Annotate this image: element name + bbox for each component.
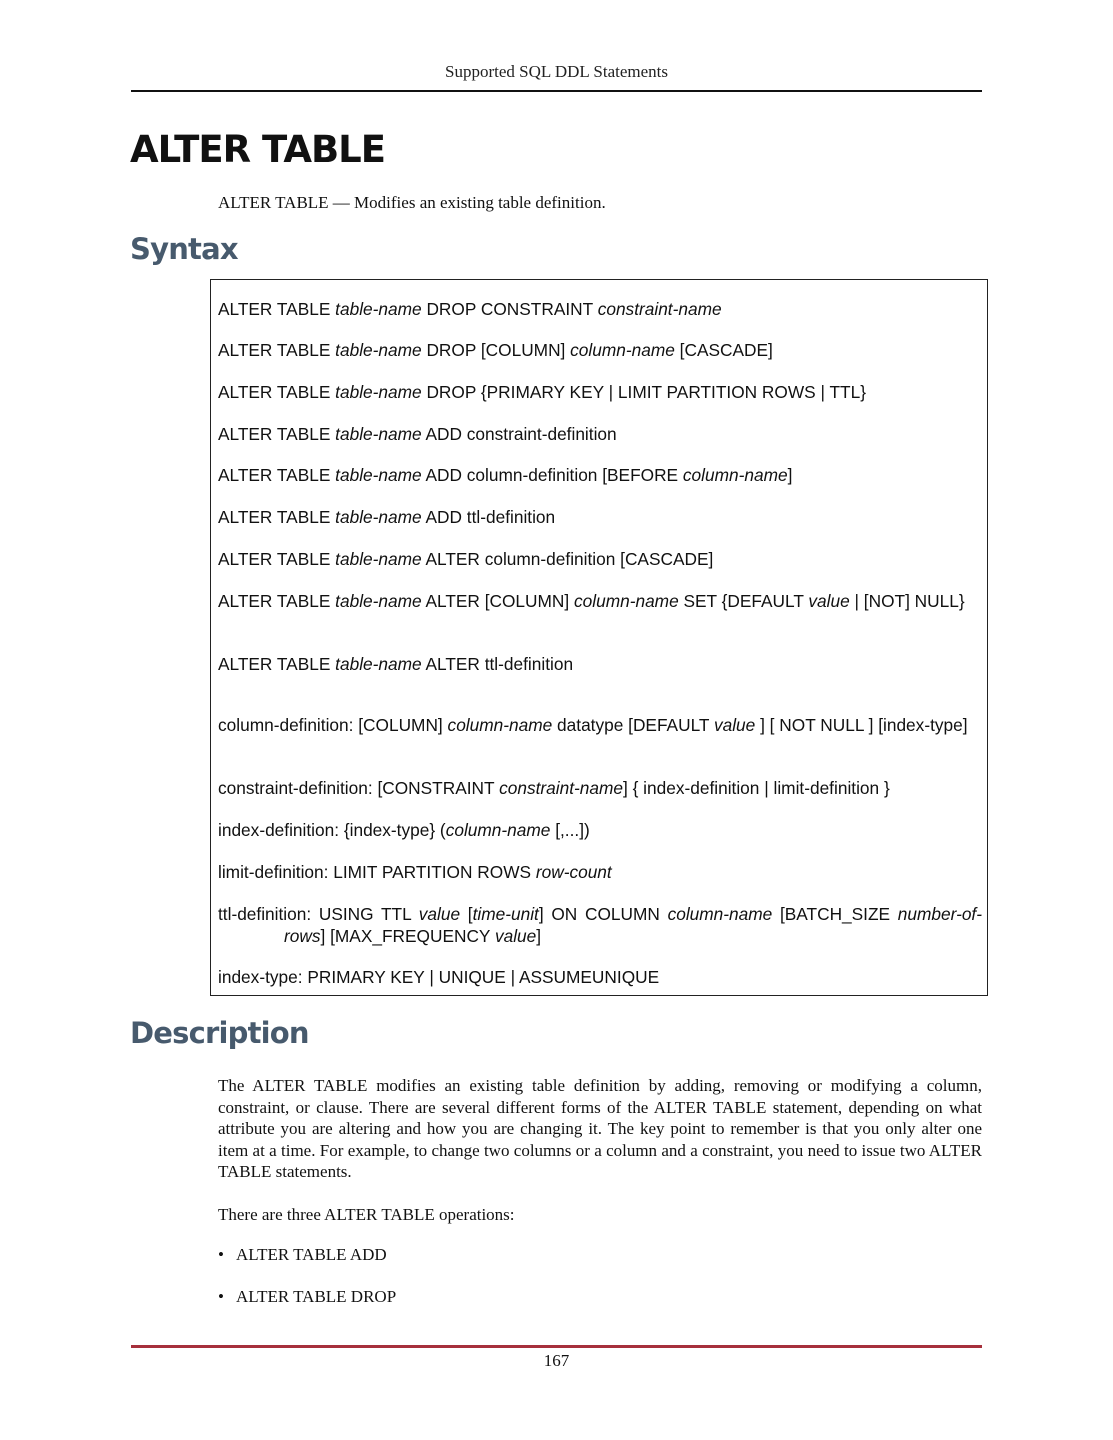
syntax-placeholder: table-name	[335, 299, 422, 319]
syntax-placeholder: constraint-name	[499, 778, 623, 798]
syntax-text: datatype [DEFAULT	[552, 715, 714, 735]
syntax-placeholder: table-name	[335, 654, 422, 674]
syntax-text: ALTER TABLE	[218, 382, 336, 402]
syntax-text: ] [ NOT NULL ] [index-type]	[755, 715, 968, 735]
footer-rule	[131, 1345, 982, 1348]
page-title: ALTER TABLE	[130, 128, 386, 171]
syntax-line	[218, 423, 982, 445]
syntax-text: [,...])	[550, 820, 590, 840]
syntax-placeholder: table-name	[335, 382, 422, 402]
syntax-line	[218, 298, 982, 320]
syntax-text: ALTER TABLE	[218, 507, 336, 527]
syntax-text: ALTER TABLE	[218, 340, 336, 360]
syntax-placeholder: column-name	[570, 340, 675, 360]
page-number: 167	[543, 1351, 570, 1370]
syntax-text: [BATCH_SIZE	[772, 904, 898, 924]
syntax-line	[218, 381, 982, 403]
syntax-placeholder: table-name	[335, 549, 422, 569]
syntax-box	[210, 279, 988, 996]
syntax-placeholder: column-name	[682, 465, 788, 485]
description-heading: Description	[130, 1016, 309, 1050]
syntax-placeholder: value	[494, 926, 537, 946]
syntax-placeholder: value	[418, 904, 461, 924]
syntax-text: DROP CONSTRAINT	[421, 299, 598, 319]
description-paragraph: The ALTER TABLE modifies an existing table definition by adding, removing or modifying a column, constraint, or clause. There are several different forms of the ALTER TABLE statement, depending on what attribute you are altering and how you are changing it. The key point to remember is that you only alter one item at a time. For example, to change two columns or a column and a constraint, you need to issue two ALTER TABLE statements.	[218, 1076, 982, 1181]
syntax-placeholder: table-name	[335, 340, 422, 360]
syntax-placeholder: value	[808, 591, 850, 611]
description-paragraph: There are three ALTER TABLE operations:	[218, 1205, 515, 1224]
syntax-text: ALTER TABLE	[218, 591, 336, 611]
syntax-placeholder: column-name	[667, 904, 773, 924]
syntax-placeholder: column-name	[445, 820, 551, 840]
list-item	[218, 1287, 396, 1307]
list-item-text: ALTER TABLE DROP	[236, 1287, 397, 1306]
syntax-text: column-definition: [COLUMN]	[218, 715, 448, 735]
syntax-text: ALTER TABLE	[218, 424, 336, 444]
syntax-line	[218, 903, 982, 947]
syntax-text: constraint-definition: [CONSTRAINT	[218, 778, 500, 798]
syntax-text: ALTER TABLE	[218, 299, 336, 319]
syntax-text: ttl-definition: USING TTL	[218, 904, 419, 924]
syntax-text: ADD constraint-definition	[421, 424, 617, 444]
syntax-placeholder: value	[713, 715, 756, 735]
syntax-line	[218, 464, 982, 486]
header-rule	[131, 90, 982, 92]
syntax-text: ADD ttl-definition	[421, 507, 556, 527]
syntax-line	[218, 548, 982, 570]
syntax-line	[218, 339, 982, 361]
syntax-text: ] { index-definition | limit-definition }	[622, 778, 890, 798]
syntax-text: ADD column-definition [BEFORE	[421, 465, 683, 485]
list-item	[218, 1245, 387, 1265]
syntax-text: DROP [COLUMN]	[421, 340, 571, 360]
syntax-text: SET {DEFAULT	[678, 591, 809, 611]
syntax-placeholder: table-name	[335, 465, 422, 485]
running-header: Supported SQL DDL Statements	[444, 62, 669, 81]
syntax-line	[218, 861, 982, 883]
syntax-placeholder: time-unit	[472, 904, 539, 924]
syntax-placeholder: column-name	[574, 591, 679, 611]
syntax-placeholder: table-name	[335, 424, 422, 444]
syntax-text: ] [MAX_FREQUENCY	[320, 926, 495, 946]
syntax-text: | [NOT] NULL}	[849, 591, 965, 611]
syntax-text: limit-definition: LIMIT PARTITION ROWS	[218, 862, 536, 882]
syntax-text: ALTER column-definition [CASCADE]	[421, 549, 714, 569]
syntax-placeholder: table-name	[335, 591, 422, 611]
syntax-text: index-definition: {index-type} (	[218, 820, 446, 840]
syntax-line	[218, 653, 982, 675]
syntax-text: [	[460, 904, 473, 924]
syntax-placeholder: table-name	[335, 507, 422, 527]
syntax-text: [CASCADE]	[674, 340, 773, 360]
bullet-icon: •	[218, 1245, 224, 1264]
syntax-text: ] ON COLUMN	[538, 904, 668, 924]
syntax-line	[218, 777, 982, 799]
syntax-text: ALTER [COLUMN]	[421, 591, 574, 611]
syntax-placeholder: number-of-rows	[284, 904, 982, 946]
syntax-placeholder: row-count	[535, 862, 612, 882]
syntax-line	[218, 506, 982, 528]
syntax-line	[218, 819, 982, 841]
list-item-text: ALTER TABLE ADD	[236, 1245, 387, 1264]
syntax-line	[218, 714, 982, 736]
syntax-text: ALTER TABLE	[218, 654, 336, 674]
bullet-icon: •	[218, 1287, 224, 1306]
syntax-text: DROP {PRIMARY KEY | LIMIT PARTITION ROWS | TTL}	[421, 382, 866, 402]
syntax-text: ALTER ttl-definition	[421, 654, 574, 674]
syntax-line	[218, 966, 982, 988]
syntax-text: ALTER TABLE	[218, 549, 336, 569]
syntax-text: ALTER TABLE	[218, 465, 336, 485]
syntax-placeholder: constraint-name	[597, 299, 722, 319]
syntax-text: ]	[787, 465, 793, 485]
syntax-heading: Syntax	[130, 232, 238, 266]
refname-purpose: ALTER TABLE — Modifies an existing table definition.	[218, 193, 606, 212]
syntax-text: index-type: PRIMARY KEY | UNIQUE | ASSUMEUNIQUE	[218, 967, 660, 987]
syntax-line	[218, 590, 982, 612]
syntax-text: ]	[536, 926, 542, 946]
syntax-placeholder: column-name	[447, 715, 553, 735]
